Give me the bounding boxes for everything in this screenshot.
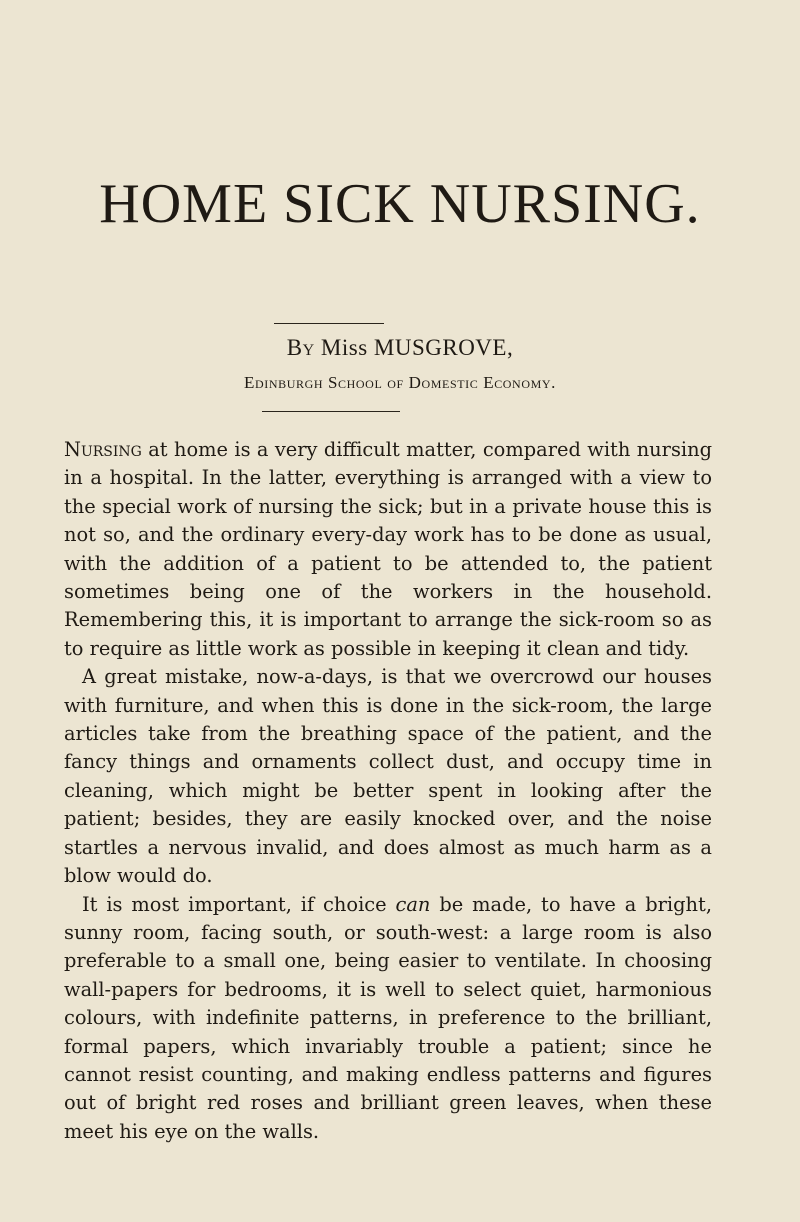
paragraph-3-text-before: It is most important, if choice (82, 892, 396, 916)
bottom-divider (262, 411, 400, 412)
paragraph-lead-word: Nursing (64, 438, 142, 461)
author-affiliation: Edinburgh School of Domestic Economy. (244, 373, 556, 392)
author-name: Miss MUSGROVE, (320, 335, 514, 360)
emphasized-word: can (395, 892, 431, 916)
paragraph-2: A great mistake, now-a-days, is that we overcrowd our houses with furniture, and when this is done in the sick-room, the large articles take from the breathing space of the patient, and the fancy things and ornaments collect dust, and occupy time in cleaning, which might be better spent in looking after the patient; besides, they are easily knocked over, and the noise startles a nervous invalid, and does almost as much harm as a blow would do. (64, 665, 712, 888)
byline (0, 335, 800, 361)
top-divider (274, 323, 384, 324)
article-title: HOME SICK NURSING. (99, 173, 701, 235)
paragraph-3 (64, 891, 712, 1147)
paragraph-3-text-after: be made, to have a bright, sunny room, facing south, or south-west: a large room is also preferable to a small one, being easier to ventilate. In choosing wall-papers for bedrooms, it is well to select quiet, harmonious colours, with indefinite patterns, in preference to the brilliant, formal papers, which invariably trouble a patient; since he cannot resist counting, and making endless patterns and figures out of bright red roses and brilliant green leaves, when these meet his eye on the walls. (64, 892, 712, 1143)
article-body (64, 436, 712, 1146)
paragraph-1 (64, 436, 712, 663)
paragraph-1-text: at home is a very difficult matter, compared with nursing in a hospital. In the latter, everything is arranged with a view to the special work of nursing the sick; but in a private house this is not so, and the ordinary every-day work has to be done as usual, with the addition of a patient to be attended to, the patient sometimes being one of the workers in the household. Remembering this, it is important to arrange the sick-room so as to require as little work as possible in keeping it clean and tidy. (64, 438, 712, 660)
byline-prefix: By (286, 335, 315, 360)
